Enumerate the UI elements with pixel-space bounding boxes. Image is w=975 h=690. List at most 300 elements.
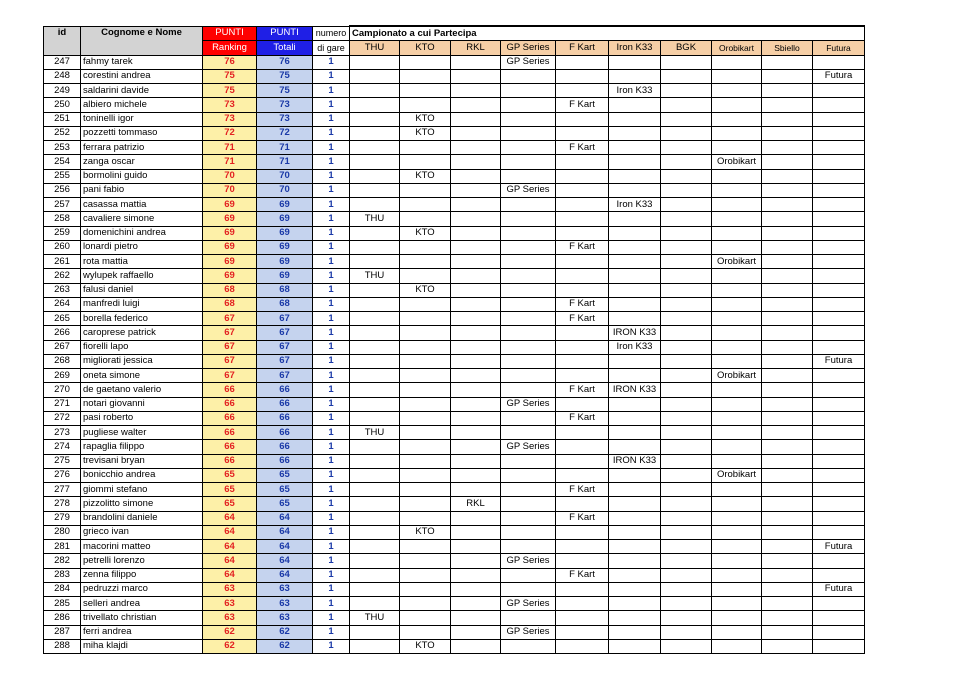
cell-ranking: 71 [203,155,257,169]
cell-championship [762,354,813,368]
table-row [44,540,865,554]
cell-totali: 67 [257,312,313,326]
cell-championship [400,511,451,525]
cell-name: rapaglia filippo [81,440,203,454]
cell-name: zanga oscar [81,155,203,169]
cell-championship [501,240,556,254]
header-ranking-bottom: Ranking [203,41,257,55]
cell-ranking: 63 [203,582,257,596]
cell-championship [609,497,661,511]
cell-championship [400,411,451,425]
cell-championship [350,326,400,340]
cell-championship [712,540,762,554]
cell-numero-gare: 1 [313,468,350,482]
table-row [44,497,865,511]
cell-championship [762,297,813,311]
cell-championship [400,55,451,69]
cell-championship [813,639,865,653]
cell-championship [451,340,501,354]
cell-championship [712,141,762,155]
cell-ranking: 72 [203,126,257,140]
cell-championship [501,212,556,226]
cell-championship [661,240,712,254]
cell-championship [712,240,762,254]
cell-championship [451,69,501,83]
cell-championship: KTO [400,525,451,539]
cell-name: domenichini andrea [81,226,203,240]
cell-totali: 71 [257,141,313,155]
cell-championship [400,326,451,340]
cell-championship [762,269,813,283]
cell-championship [762,98,813,112]
cell-name: migliorati jessica [81,354,203,368]
cell-ranking: 70 [203,183,257,197]
table-row [44,340,865,354]
cell-name: fiorelli lapo [81,340,203,354]
cell-id: 262 [44,269,81,283]
cell-championship [762,411,813,425]
cell-name: pozzetti tommaso [81,126,203,140]
cell-championship [400,540,451,554]
cell-championship [400,354,451,368]
cell-championship [350,198,400,212]
cell-championship [400,98,451,112]
cell-totali: 64 [257,525,313,539]
cell-totali: 62 [257,639,313,653]
cell-championship [661,611,712,625]
cell-championship [350,340,400,354]
cell-championship [350,283,400,297]
cell-championship [350,397,400,411]
cell-ranking: 64 [203,554,257,568]
cell-championship [400,468,451,482]
cell-championship [556,397,609,411]
cell-totali: 66 [257,454,313,468]
cell-championship [813,326,865,340]
cell-ranking: 69 [203,240,257,254]
cell-championship [813,426,865,440]
cell-championship [661,411,712,425]
cell-championship [400,183,451,197]
cell-id: 252 [44,126,81,140]
cell-numero-gare: 1 [313,383,350,397]
cell-championship [762,141,813,155]
cell-championship [556,582,609,596]
cell-championship [400,269,451,283]
cell-numero-gare: 1 [313,625,350,639]
cell-id: 288 [44,639,81,653]
cell-numero-gare: 1 [313,326,350,340]
cell-championship [400,312,451,326]
cell-championship [556,269,609,283]
cell-championship [451,554,501,568]
cell-totali: 64 [257,568,313,582]
cell-championship [556,183,609,197]
cell-championship [400,69,451,83]
cell-ranking: 66 [203,411,257,425]
cell-championship [762,84,813,98]
cell-championship: IRON K33 [609,326,661,340]
cell-id: 256 [44,183,81,197]
cell-championship [712,597,762,611]
cell-championship [350,639,400,653]
cell-name: saldarini davide [81,84,203,98]
cell-championship: KTO [400,169,451,183]
cell-id: 267 [44,340,81,354]
cell-championship [451,611,501,625]
cell-id: 251 [44,112,81,126]
cell-championship [712,112,762,126]
cell-championship [609,397,661,411]
cell-ranking: 66 [203,383,257,397]
cell-championship [762,525,813,539]
cell-championship [712,554,762,568]
cell-championship [451,226,501,240]
cell-championship [609,440,661,454]
cell-championship [762,255,813,269]
cell-championship [661,554,712,568]
cell-championship [556,554,609,568]
cell-numero-gare: 1 [313,212,350,226]
cell-championship [712,639,762,653]
cell-championship [501,297,556,311]
cell-numero-gare: 1 [313,155,350,169]
cell-championship [400,611,451,625]
cell-championship [556,440,609,454]
cell-championship [762,55,813,69]
cell-championship [609,98,661,112]
cell-id: 247 [44,55,81,69]
cell-championship [501,639,556,653]
cell-id: 280 [44,525,81,539]
cell-championship [813,269,865,283]
cell-numero-gare: 1 [313,112,350,126]
cell-totali: 66 [257,397,313,411]
cell-championship: GP Series [501,440,556,454]
cell-name: fahmy tarek [81,55,203,69]
cell-championship [712,312,762,326]
cell-id: 273 [44,426,81,440]
cell-championship [762,183,813,197]
cell-championship: F Kart [556,383,609,397]
table-row [44,611,865,625]
cell-totali: 69 [257,255,313,269]
cell-championship [400,297,451,311]
cell-ranking: 64 [203,540,257,554]
cell-championship [609,226,661,240]
cell-totali: 62 [257,625,313,639]
cell-championship [712,426,762,440]
cell-championship [400,454,451,468]
cell-championship [400,397,451,411]
cell-championship [661,426,712,440]
table-row [44,468,865,482]
cell-ranking: 67 [203,340,257,354]
cell-championship [661,198,712,212]
cell-numero-gare: 1 [313,568,350,582]
cell-championship [556,597,609,611]
cell-championship [556,169,609,183]
cell-ranking: 66 [203,426,257,440]
cell-championship [451,84,501,98]
cell-id: 275 [44,454,81,468]
cell-championship [712,169,762,183]
cell-championship [556,69,609,83]
cell-championship [813,554,865,568]
cell-championship [712,525,762,539]
cell-numero-gare: 1 [313,511,350,525]
cell-championship [661,639,712,653]
cell-totali: 69 [257,226,313,240]
cell-name: albiero michele [81,98,203,112]
cell-championship [400,625,451,639]
cell-ranking: 69 [203,198,257,212]
cell-ranking: 67 [203,369,257,383]
header-totali-bottom: Totali [257,41,313,55]
ranking-table [43,25,865,654]
cell-championship [350,582,400,596]
cell-championship [556,126,609,140]
cell-ranking: 66 [203,397,257,411]
cell-name: cavaliere simone [81,212,203,226]
cell-championship [400,582,451,596]
cell-championship [556,283,609,297]
cell-id: 264 [44,297,81,311]
cell-id: 286 [44,611,81,625]
cell-name: falusi daniel [81,283,203,297]
header-championship: KTO [400,41,451,55]
cell-championship [556,468,609,482]
cell-championship [350,554,400,568]
table-row [44,326,865,340]
cell-totali: 64 [257,554,313,568]
cell-ranking: 71 [203,141,257,155]
cell-championship [609,183,661,197]
table-row [44,112,865,126]
cell-ranking: 67 [203,326,257,340]
cell-totali: 69 [257,240,313,254]
cell-championship [813,297,865,311]
cell-championship [451,582,501,596]
cell-championship [762,625,813,639]
cell-championship [712,84,762,98]
cell-championship [813,126,865,140]
cell-championship [609,597,661,611]
cell-championship [762,240,813,254]
cell-championship [451,383,501,397]
cell-championship: KTO [400,639,451,653]
cell-name: selleri andrea [81,597,203,611]
cell-championship [661,525,712,539]
cell-championship: KTO [400,283,451,297]
cell-championship [661,84,712,98]
table-row [44,625,865,639]
cell-championship [661,283,712,297]
cell-championship [813,198,865,212]
cell-numero-gare: 1 [313,611,350,625]
cell-numero-gare: 1 [313,255,350,269]
cell-championship [556,255,609,269]
cell-championship [451,312,501,326]
cell-championship: F Kart [556,411,609,425]
cell-championship [661,369,712,383]
cell-championship [609,639,661,653]
cell-championship [451,525,501,539]
cell-championship [661,497,712,511]
cell-totali: 67 [257,340,313,354]
cell-totali: 71 [257,155,313,169]
cell-championship [350,454,400,468]
cell-championship [350,383,400,397]
cell-numero-gare: 1 [313,411,350,425]
table-row [44,483,865,497]
cell-championship [451,440,501,454]
cell-name: casassa mattia [81,198,203,212]
cell-championship [556,340,609,354]
table-row [44,312,865,326]
cell-name: brandolini daniele [81,511,203,525]
cell-championship: Futura [813,540,865,554]
cell-championship [400,212,451,226]
cell-championship [712,283,762,297]
cell-championship [813,98,865,112]
cell-name: oneta simone [81,369,203,383]
cell-id: 279 [44,511,81,525]
cell-championship [813,440,865,454]
table-row [44,126,865,140]
cell-championship [762,639,813,653]
cell-championship [813,340,865,354]
cell-championship [813,212,865,226]
cell-championship [350,597,400,611]
cell-ranking: 64 [203,525,257,539]
table-row [44,55,865,69]
cell-name: zenna filippo [81,568,203,582]
cell-totali: 69 [257,212,313,226]
header-championship: GP Series [501,41,556,55]
cell-championship [400,497,451,511]
table-row [44,297,865,311]
cell-championship [762,326,813,340]
cell-totali: 75 [257,69,313,83]
cell-championship [556,540,609,554]
cell-numero-gare: 1 [313,397,350,411]
cell-championship [556,198,609,212]
cell-championship [661,112,712,126]
cell-name: corestini andrea [81,69,203,83]
cell-championship [712,326,762,340]
table-row [44,141,865,155]
cell-id: 261 [44,255,81,269]
cell-championship [661,55,712,69]
cell-ranking: 69 [203,269,257,283]
header-numero-top: numero [313,26,350,41]
table-row [44,69,865,83]
table-row [44,226,865,240]
cell-numero-gare: 1 [313,169,350,183]
cell-championship [451,454,501,468]
cell-championship [712,354,762,368]
cell-championship [762,511,813,525]
cell-totali: 68 [257,283,313,297]
cell-championship [400,483,451,497]
cell-championship [501,126,556,140]
cell-championship [609,369,661,383]
cell-totali: 68 [257,297,313,311]
cell-championship [451,369,501,383]
cell-championship [350,55,400,69]
cell-championship [661,312,712,326]
cell-championship [350,112,400,126]
cell-numero-gare: 1 [313,226,350,240]
cell-championship [501,69,556,83]
cell-championship: Orobikart [712,468,762,482]
header-championship: Futura [813,41,865,55]
cell-championship [609,625,661,639]
cell-championship [661,226,712,240]
cell-championship [609,611,661,625]
cell-championship [661,183,712,197]
cell-championship [350,297,400,311]
table-row [44,98,865,112]
cell-championship [813,454,865,468]
table-row [44,283,865,297]
cell-name: ferri andrea [81,625,203,639]
table-row [44,255,865,269]
cell-championship [813,369,865,383]
cell-championship: Futura [813,354,865,368]
cell-championship [762,383,813,397]
cell-championship [762,426,813,440]
cell-ranking: 64 [203,511,257,525]
cell-championship [762,540,813,554]
cell-championship [712,511,762,525]
cell-championship [350,255,400,269]
cell-championship [451,597,501,611]
cell-name: toninelli igor [81,112,203,126]
cell-championship [350,511,400,525]
cell-championship [350,155,400,169]
cell-championship [712,568,762,582]
cell-championship: GP Series [501,625,556,639]
cell-totali: 66 [257,383,313,397]
cell-championship [609,468,661,482]
cell-id: 274 [44,440,81,454]
cell-totali: 69 [257,269,313,283]
cell-championship [762,69,813,83]
cell-championship [400,426,451,440]
cell-championship [712,483,762,497]
header-championship: RKL [451,41,501,55]
header-name: Cognome e Nome [81,26,203,55]
cell-championship [661,340,712,354]
cell-championship [813,84,865,98]
cell-championship [661,255,712,269]
cell-championship [350,226,400,240]
cell-numero-gare: 1 [313,312,350,326]
cell-ranking: 75 [203,69,257,83]
cell-totali: 63 [257,597,313,611]
cell-championship [400,255,451,269]
cell-ranking: 65 [203,497,257,511]
cell-championship [762,454,813,468]
cell-numero-gare: 1 [313,483,350,497]
cell-numero-gare: 1 [313,354,350,368]
cell-championship [451,540,501,554]
cell-numero-gare: 1 [313,426,350,440]
cell-championship [501,426,556,440]
cell-name: pasi roberto [81,411,203,425]
